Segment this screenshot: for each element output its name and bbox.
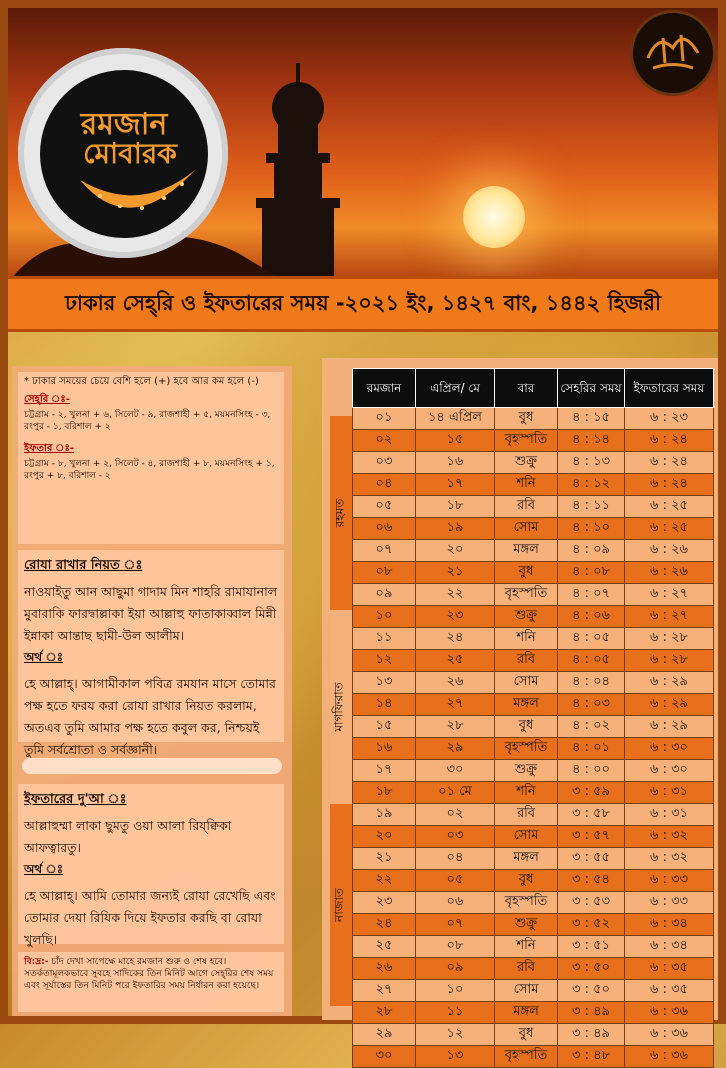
cell-ramadan-day: ২৪ — [353, 914, 416, 936]
cell-sehri-time: ৪ : ১৫ — [558, 408, 625, 430]
table-row — [353, 584, 714, 606]
cell-weekday: রবি — [495, 804, 558, 826]
cell-sehri-time: ৪ : ০৫ — [558, 650, 625, 672]
cell-date: ২১ — [416, 562, 495, 584]
cell-iftar-time: ৬ : ৩১ — [625, 804, 714, 826]
cell-weekday: শুক্রু — [495, 914, 558, 936]
table-row — [353, 826, 714, 848]
cell-weekday: শনি — [495, 782, 558, 804]
cell-iftar-time: ৬ : ২৪ — [625, 474, 714, 496]
cell-iftar-time: ৬ : ৩০ — [625, 738, 714, 760]
cell-date: ১৯ — [416, 518, 495, 540]
cell-sehri-time: ৪ : ০০ — [558, 760, 625, 782]
cell-weekday: বৃহস্পতি — [495, 1046, 558, 1068]
cell-date: ০১ মে — [416, 782, 495, 804]
cell-ramadan-day: ১১ — [353, 628, 416, 650]
cell-weekday: শনি — [495, 936, 558, 958]
cell-date: ১৬ — [416, 452, 495, 474]
cell-iftar-time: ৬ : ৩৫ — [625, 980, 714, 1002]
cell-ramadan-day: ১৬ — [353, 738, 416, 760]
dua-text: আল্লাহুম্মা লাকা ছুমতু ওয়া আলা রিয্‌ক্বিকা আফত্বারতু। — [24, 818, 232, 855]
cell-sehri-time: ৩ : ৫৭ — [558, 826, 625, 848]
cell-iftar-time: ৬ : ৩৫ — [625, 958, 714, 980]
info-panel — [12, 366, 292, 1016]
table-row — [353, 958, 714, 980]
cell-sehri-time: ৪ : ১০ — [558, 518, 625, 540]
cell-weekday: বৃহস্পতি — [495, 738, 558, 760]
table-row — [353, 408, 714, 430]
cell-iftar-time: ৬ : ৩৪ — [625, 914, 714, 936]
cell-sehri-time: ৪ : ০৮ — [558, 562, 625, 584]
table-row — [353, 430, 714, 452]
table-row — [353, 606, 714, 628]
cell-weekday: মঙ্গল — [495, 694, 558, 716]
niyat-box — [18, 550, 284, 757]
niyat-meaning-label: অর্থ ঃ — [24, 650, 64, 664]
table-row — [353, 804, 714, 826]
cell-date: ০৫ — [416, 870, 495, 892]
cell-iftar-time: ৬ : ২৬ — [625, 562, 714, 584]
cell-ramadan-day: ০৩ — [353, 452, 416, 474]
table-row — [353, 848, 714, 870]
cell-sehri-time: ৪ : ০৪ — [558, 672, 625, 694]
cell-ramadan-day: ২৫ — [353, 936, 416, 958]
cell-sehri-time: ৩ : ৪৯ — [558, 1024, 625, 1046]
cell-iftar-time: ৬ : ৩০ — [625, 760, 714, 782]
table-row — [353, 474, 714, 496]
cell-iftar-time: ৬ : ৩২ — [625, 848, 714, 870]
cell-ramadan-day: ১৯ — [353, 804, 416, 826]
cell-weekday: মঙ্গল — [495, 1002, 558, 1024]
cell-weekday: শুক্রু — [495, 606, 558, 628]
sehri-label: সেহ্‌রি ঃ- — [24, 394, 70, 405]
sehri-adjust: চট্টগ্রাম - ২, খুলনা + ৬, সিলেট - ৯, রাজশাহী + ৫, ময়মনসিংহ - ৩, রংপুর - ১, বরিশাল + ২ — [24, 410, 271, 432]
cell-ramadan-day: ১০ — [353, 606, 416, 628]
dua-meaning: হে আল্লাহ্‌। আমি তোমার জন্যই রোযা রেখেছি এবং তোমার দেয়া রিযিক দিয়ে ইফতার করছি বা রোযা খুলছি। — [24, 888, 276, 947]
cell-date: ০৭ — [416, 914, 495, 936]
cell-iftar-time: ৬ : ২৪ — [625, 452, 714, 474]
cell-iftar-time: ৬ : ৩৩ — [625, 870, 714, 892]
cell-weekday: শনি — [495, 628, 558, 650]
footnote-box — [18, 952, 284, 1012]
cell-weekday: বৃহস্পতি — [495, 584, 558, 606]
table-body — [353, 408, 714, 1068]
cell-sehri-time: ৩ : ৫৩ — [558, 892, 625, 914]
table-row — [353, 782, 714, 804]
table-row — [353, 1046, 714, 1068]
cell-date: ১২ — [416, 1024, 495, 1046]
cell-weekday: সোম — [495, 826, 558, 848]
cell-ramadan-day: ০১ — [353, 408, 416, 430]
cell-ramadan-day: ২৮ — [353, 1002, 416, 1024]
cell-date: ২০ — [416, 540, 495, 562]
title-banner — [8, 276, 718, 332]
cell-weekday: বুধ — [495, 408, 558, 430]
table-row — [353, 738, 714, 760]
footnote-body: চাঁদ দেখা সাপেক্ষে মাহে রমজান শুরু ও শেষ হবে। সতর্কতামূলকভাবে সুবহে সাদিকের তিন মিনিট আগে সেহ্‌রির শেষ সময় এবং সূর্যাস্তের তিন মিনিট পরে ইফতারির সময় নির্ধারন করা হয়েছে। — [24, 957, 274, 991]
table-row — [353, 870, 714, 892]
phase-magfirat: মাগফিরাত — [330, 610, 352, 804]
cell-ramadan-day: ০৭ — [353, 540, 416, 562]
cell-sehri-time: ৩ : ৫১ — [558, 936, 625, 958]
cell-sehri-time: ৪ : ০৯ — [558, 540, 625, 562]
cell-ramadan-day: ২৩ — [353, 892, 416, 914]
cell-date: ০৮ — [416, 936, 495, 958]
cell-iftar-time: ৬ : ২৭ — [625, 584, 714, 606]
cell-date: ১০ — [416, 980, 495, 1002]
phase-najat: নাজাত — [330, 804, 352, 1006]
cell-iftar-time: ৬ : ৩৬ — [625, 1046, 714, 1068]
cell-ramadan-day: ০৮ — [353, 562, 416, 584]
cell-date: ১৮ — [416, 496, 495, 518]
cell-weekday: শনি — [495, 474, 558, 496]
cell-weekday: শুক্রু — [495, 760, 558, 782]
time-adjust-notes — [18, 372, 284, 544]
table-row — [353, 496, 714, 518]
logo-subtitle: মোবারক — [83, 137, 177, 170]
cell-iftar-time: ৬ : ২৭ — [625, 606, 714, 628]
cell-ramadan-day: ১৩ — [353, 672, 416, 694]
cell-ramadan-day: ২২ — [353, 870, 416, 892]
cell-weekday: মঙ্গল — [495, 848, 558, 870]
cell-iftar-time: ৬ : ২৫ — [625, 496, 714, 518]
table-row — [353, 518, 714, 540]
cell-date: ১৪ এপ্রিল — [416, 408, 495, 430]
cell-date: ২৩ — [416, 606, 495, 628]
cell-sehri-time: ৪ : ০২ — [558, 716, 625, 738]
cell-weekday: বৃহস্পতি — [495, 430, 558, 452]
table-row — [353, 540, 714, 562]
table-row — [353, 914, 714, 936]
cell-weekday: বুধ — [495, 870, 558, 892]
table-row — [353, 452, 714, 474]
table-row — [353, 628, 714, 650]
col-sehri: সেহরির সময় — [558, 369, 625, 408]
cell-ramadan-day: ১৫ — [353, 716, 416, 738]
cell-iftar-time: ৬ : ৩৬ — [625, 1024, 714, 1046]
cell-ramadan-day: ৩০ — [353, 1046, 416, 1068]
cell-date: ০৪ — [416, 848, 495, 870]
cell-sehri-time: ৪ : ১৩ — [558, 452, 625, 474]
table-row — [353, 760, 714, 782]
cell-weekday: বুধ — [495, 562, 558, 584]
cell-sehri-time: ৪ : ০৭ — [558, 584, 625, 606]
divider-bar — [22, 758, 282, 774]
dua-meaning-label: অর্থ ঃ — [24, 862, 64, 876]
cell-sehri-time: ৩ : ৫০ — [558, 958, 625, 980]
cell-iftar-time: ৬ : ২৬ — [625, 540, 714, 562]
cell-iftar-time: ৬ : ২৮ — [625, 628, 714, 650]
cell-ramadan-day: ০৬ — [353, 518, 416, 540]
cell-date: ০৯ — [416, 958, 495, 980]
cell-date: ১১ — [416, 1002, 495, 1024]
iftar-adjust: চট্টগ্রাম - ৮, খুলনা + ২, সিলেট - ৪, রাজশাহী + ৮, ময়মনসিংহ + ১, রংপুর + ৮, বরিশাল - ২ — [24, 459, 275, 481]
cell-weekday: বৃহস্পতি — [495, 892, 558, 914]
cell-date: ২৪ — [416, 628, 495, 650]
cell-sehri-time: ৪ : ১৪ — [558, 430, 625, 452]
table-row — [353, 650, 714, 672]
table-row — [353, 892, 714, 914]
cell-ramadan-day: ২৭ — [353, 980, 416, 1002]
cell-iftar-time: ৬ : ৩১ — [625, 782, 714, 804]
cell-sehri-time: ৪ : ১১ — [558, 496, 625, 518]
cell-date: ২৬ — [416, 672, 495, 694]
col-iftar: ইফতারের সময় — [625, 369, 714, 408]
sun-shape — [463, 186, 525, 248]
dua-title: ইফতারের দু'আ ঃ — [24, 792, 127, 807]
phase-rahmat: রহমত — [330, 416, 352, 610]
cell-iftar-time: ৬ : ২৩ — [625, 408, 714, 430]
cell-sehri-time: ৩ : ৫২ — [558, 914, 625, 936]
cell-ramadan-day: ২১ — [353, 848, 416, 870]
cell-sehri-time: ৩ : ৫৯ — [558, 782, 625, 804]
adjust-intro: * ঢাকার সময়ের চেয়ে বেশি হলে (+) হবে আর কম হলে (-) — [24, 376, 259, 387]
cell-ramadan-day: ২৬ — [353, 958, 416, 980]
cell-date: ২২ — [416, 584, 495, 606]
cell-ramadan-day: ২৯ — [353, 1024, 416, 1046]
iftar-label: ইফতার ঃ- — [24, 443, 75, 454]
cell-date: ৩০ — [416, 760, 495, 782]
footnote-text — [24, 956, 278, 992]
cell-iftar-time: ৬ : ২৫ — [625, 518, 714, 540]
cell-iftar-time: ৬ : ৩৩ — [625, 892, 714, 914]
cell-sehri-time: ৩ : ৫৮ — [558, 804, 625, 826]
table-header-row — [353, 369, 714, 408]
cell-iftar-time: ৬ : ৩৬ — [625, 1002, 714, 1024]
cell-iftar-time: ৬ : ৩৪ — [625, 936, 714, 958]
cell-date: ২৯ — [416, 738, 495, 760]
cell-ramadan-day: ০২ — [353, 430, 416, 452]
col-day: বার — [495, 369, 558, 408]
calligraphy-emblem-icon — [630, 10, 716, 96]
cell-weekday: সোম — [495, 672, 558, 694]
cell-iftar-time: ৬ : ২৯ — [625, 672, 714, 694]
table-row — [353, 1024, 714, 1046]
table-row — [353, 936, 714, 958]
col-ramadan: রমজান — [353, 369, 416, 408]
table-row — [353, 694, 714, 716]
cell-sehri-time: ৩ : ৫০ — [558, 980, 625, 1002]
cell-iftar-time: ৬ : ২৯ — [625, 716, 714, 738]
cell-weekday: রবি — [495, 496, 558, 518]
cell-weekday: সোম — [495, 980, 558, 1002]
cell-date: ২৮ — [416, 716, 495, 738]
cell-date: ০৩ — [416, 826, 495, 848]
cell-ramadan-day: ১৪ — [353, 694, 416, 716]
cell-ramadan-day: ১২ — [353, 650, 416, 672]
cell-ramadan-day: ২০ — [353, 826, 416, 848]
cell-date: ০২ — [416, 804, 495, 826]
cell-ramadan-day: ১৮ — [353, 782, 416, 804]
cell-ramadan-day: ০৪ — [353, 474, 416, 496]
cell-sehri-time: ৪ : ১২ — [558, 474, 625, 496]
page-title: ঢাকার সেহ্‌রি ও ইফতারের সময় -২০২১ ইং, ১৪২৭ বাং, ১৪৪২ হিজরী — [65, 290, 661, 315]
niyat-title: রোযা রাখার নিয়ত ঃ — [24, 558, 143, 573]
cell-date: ১৩ — [416, 1046, 495, 1068]
cell-sehri-time: ৩ : ৫৫ — [558, 848, 625, 870]
cell-iftar-time: ৬ : ২৯ — [625, 694, 714, 716]
cell-date: ১৫ — [416, 430, 495, 452]
cell-sehri-time: ৩ : ৪৮ — [558, 1046, 625, 1068]
cell-weekday: মঙ্গল — [495, 540, 558, 562]
cell-iftar-time: ৬ : ২৪ — [625, 430, 714, 452]
cell-weekday: বুধ — [495, 716, 558, 738]
cell-date: ২৭ — [416, 694, 495, 716]
cell-date: ০৬ — [416, 892, 495, 914]
cell-sehri-time: ৪ : ০৩ — [558, 694, 625, 716]
cell-weekday: শুক্রু — [495, 452, 558, 474]
cell-ramadan-day: ০৫ — [353, 496, 416, 518]
dua-box — [18, 784, 284, 947]
cell-sehri-time: ৪ : ০১ — [558, 738, 625, 760]
cell-ramadan-day: ০৯ — [353, 584, 416, 606]
footnote-label: বি:দ্র:- — [24, 957, 49, 967]
cell-sehri-time: ৪ : ০৫ — [558, 628, 625, 650]
table-row — [353, 980, 714, 1002]
cell-weekday: সোম — [495, 518, 558, 540]
cell-iftar-time: ৬ : ৩২ — [625, 826, 714, 848]
cell-date: ১৭ — [416, 474, 495, 496]
col-date: এপ্রিল/ মে — [416, 369, 495, 408]
cell-ramadan-day: ১৭ — [353, 760, 416, 782]
cell-sehri-time: ৩ : ৪৯ — [558, 1002, 625, 1024]
cell-weekday: বুধ — [495, 1024, 558, 1046]
cell-weekday: রবি — [495, 650, 558, 672]
cell-date: ২৫ — [416, 650, 495, 672]
table-row — [353, 672, 714, 694]
table-row — [353, 716, 714, 738]
cell-iftar-time: ৬ : ২৮ — [625, 650, 714, 672]
cell-sehri-time: ৪ : ০৬ — [558, 606, 625, 628]
niyat-meaning: হে আল্লাহ্‌। আগামীকাল পবিত্র রমযান মাসে তোমার পক্ষ হতে ফরয করা রোযা রাখার নিয়ত করলাম, অতএব তুমি আমার পক্ষ হতে কবুল কর, নিশ্চয়ই তুমি সর্বশ্রোতা ও সর্বজ্ঞানী। — [24, 676, 276, 757]
table-row — [353, 562, 714, 584]
timetable-panel — [322, 358, 718, 1063]
table-row — [353, 1002, 714, 1024]
ramadan-timetable — [352, 368, 714, 1068]
cell-sehri-time: ৩ : ৫৪ — [558, 870, 625, 892]
niyat-text: নাওয়াইতু আন আছুমা গাদাম মিন শাহরি রামাযানাল মুবারাকি ফারদ্বাল্লাকা ইয়া আল্লাহু ফাতাকাব্বাল মিন্নী ইন্নাকা আন্তাছ ছামী-উল আলীম। — [24, 584, 278, 643]
logo-title: রমজান — [80, 107, 168, 142]
cell-weekday: রবি — [495, 958, 558, 980]
